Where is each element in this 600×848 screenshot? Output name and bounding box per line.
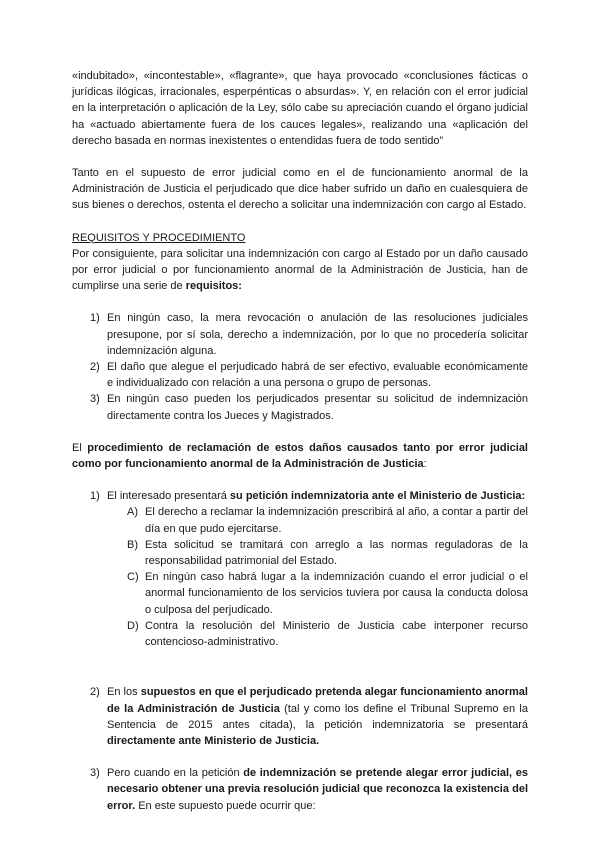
sublist-item bbox=[72, 618, 528, 650]
sublist-item bbox=[72, 569, 528, 618]
item2-text-1: En los bbox=[107, 686, 141, 699]
item2-bold-2: directamente ante Ministerio de Justicia. bbox=[107, 734, 320, 747]
requisitos-list bbox=[72, 310, 528, 423]
procedimiento-intro-start: El bbox=[72, 441, 88, 454]
list-item-text bbox=[107, 765, 528, 814]
sublist-item-text: Esta solicitud se tramitará con arreglo a las normas reguladoras de la responsabilidad patrimonial del Estado. bbox=[145, 538, 528, 568]
paragraph-requisitos-lead bbox=[72, 246, 528, 295]
procedimiento-intro-end: : bbox=[423, 458, 427, 471]
item2-bold-1: supuestos en que el perjudicado pretenda alegar funcionamiento anormal de la Administración de Justicia bbox=[107, 686, 528, 715]
procedimiento-list bbox=[72, 488, 528, 813]
sublist-item bbox=[72, 537, 528, 569]
list-item-text: En ningún caso, la mera revocación o anulación de las resoluciones judiciales presupone, por sí sola, derecho a indemnización, por lo que no procedería solicitar indemnización alguna. bbox=[107, 312, 528, 357]
section-heading-requisitos: REQUISITOS Y PROCEDIMIENTO bbox=[72, 231, 246, 244]
list-item-text bbox=[107, 684, 528, 749]
procedimiento-item-3 bbox=[72, 765, 528, 814]
item2-text-2: (tal y como los define el Tribunal Supremo en la Sentencia de 2015 antes citada), la petición indemnizatoria se presentará bbox=[107, 702, 528, 731]
sublist-item-text: Contra la resolución del Ministerio de Justicia cabe interponer recurso contencioso-administrativo. bbox=[145, 619, 528, 649]
sublist-item-letter: D) bbox=[127, 619, 139, 632]
procedimiento-sublist bbox=[72, 504, 528, 650]
sublist-item-letter: A) bbox=[127, 506, 138, 519]
requisitos-lead-text: Por consiguiente, para solicitar una indemnización con cargo al Estado por un daño causado por error judicial o por funcionamiento anormal de la Administración de Justicia, han de cumplirse una serie de bbox=[72, 247, 528, 293]
list-item-text bbox=[107, 488, 528, 504]
sublist-item bbox=[72, 504, 528, 536]
list-item bbox=[72, 310, 528, 359]
item3-text-2: En este supuesto puede ocurrir que: bbox=[135, 799, 316, 812]
item3-text-1: Pero cuando en la petición bbox=[107, 767, 244, 780]
list-item-number: 3) bbox=[90, 393, 100, 406]
procedimiento-item-2 bbox=[72, 684, 528, 749]
sublist-item-letter: C) bbox=[127, 571, 139, 584]
item1-text-bold: su petición indemnizatoria ante el Ministerio de Justicia: bbox=[229, 490, 526, 503]
list-item-number: 3) bbox=[90, 767, 100, 780]
procedimiento-intro-bold: procedimiento de reclamación de estos daños causados tanto por error judicial como por funcionamiento anormal de la Administración de Justicia bbox=[72, 441, 528, 471]
list-item bbox=[72, 359, 528, 391]
paragraph-procedimiento-intro bbox=[72, 440, 528, 472]
sublist-item-text: En ningún caso habrá lugar a la indemnización cuando el error judicial o el anormal funcionamiento de los servicios tuviera por causa la conducta dolosa o culposa del perjudicado. bbox=[145, 571, 528, 616]
list-item-number: 1) bbox=[90, 490, 100, 503]
requisitos-lead-bold: requisitos: bbox=[185, 280, 242, 293]
sublist-item-text: El derecho a reclamar la indemnización prescribirá al año, a contar a partir del día en que pudo ejercitarse. bbox=[145, 506, 528, 535]
item3-bold-1: de indemnización se pretende alegar error judicial, es necesario obtener una previa resolución judicial que reconozca la existencia del error. bbox=[107, 767, 528, 812]
list-item-number: 2) bbox=[90, 686, 100, 699]
list-item-text: El daño que alegue el perjudicado habrá de ser efectivo, evaluable económicamente e individualizado con relación a una persona o grupo de personas. bbox=[107, 361, 528, 390]
paragraph-derecho-indemnizacion: Tanto en el supuesto de error judicial como en el de funcionamiento anormal de la Administración de Justicia el perjudicado que dice haber sufrido un daño en cualesquiera de sus bienes o derechos, ostenta el derecho a solicitar una indemnización con cargo al Estado. bbox=[72, 167, 528, 212]
document-body bbox=[72, 68, 528, 814]
list-item bbox=[72, 391, 528, 423]
list-item-number: 2) bbox=[90, 361, 100, 374]
list-item-text: En ningún caso pueden los perjudicados presentar su solicitud de indemnización directamente contra los Jueces y Magistrados. bbox=[107, 393, 528, 422]
list-item-number: 1) bbox=[90, 312, 100, 325]
item1-text-start: El interesado presentará bbox=[107, 490, 230, 503]
paragraph-error-judicial: «indubitado», «incontestable», «flagrante», que haya provocado «conclusiones fácticas o jurídicas ilógicas, irracionales, esperpénticas o absurdas». Y, en relación con el error judicial en la interpretación o aplicación de la Ley, sólo cabe su apreciación cuando el órgano judicial ha «actuado abiertamente fuera de los cauces legales», realizando una «aplicación del derecho basada en normas inexistentes o entendidas fuera de todo sentido” bbox=[72, 70, 528, 147]
procedimiento-item-1 bbox=[72, 488, 528, 650]
sublist-item-letter: B) bbox=[127, 538, 138, 551]
